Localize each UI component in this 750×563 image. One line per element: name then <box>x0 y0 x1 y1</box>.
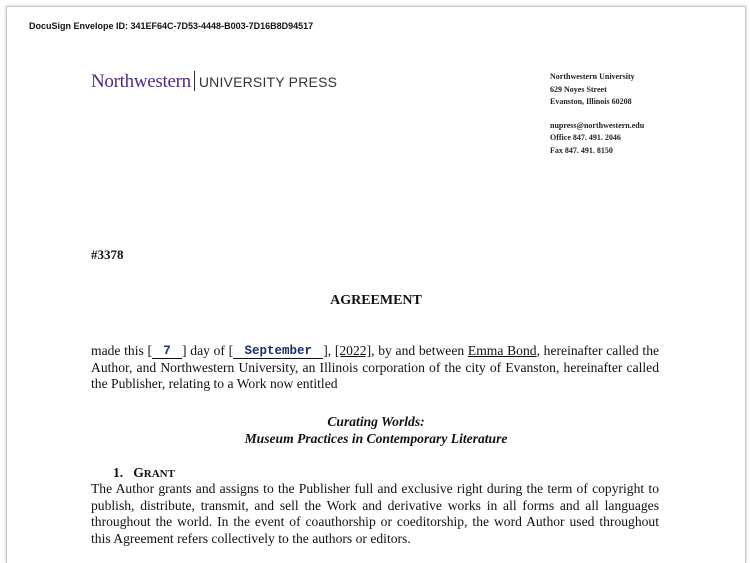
envelope-id: DocuSign Envelope ID: 341EF64C-7D53-4448-B003-7D16B8D94517 <box>29 21 314 31</box>
made-paragraph: made this [ 7 ] day of [ September ], [2022], by and between Emma Bond, hereinafter called the Author, and Northwestern University, an Illinois corporation of the city of Evanston, hereinafter called the Publisher, relating to a Work now entitled <box>91 343 660 391</box>
document-page <box>6 6 746 563</box>
section-1-text: The Author grants and assigns to the Publisher full and exclusive right during the term of copyright to publish, distribute, transmit, and sell the Work and derivative works in all forms and all languages throughout the world. In the event of coauthorship or coeditorship, the word Author used throughout this Agreement refers collectively to the authors or editors. <box>91 481 659 546</box>
address-fax: Fax 847. 491. 8150 <box>550 145 613 155</box>
press-logo <box>91 71 337 93</box>
work-title-line-1: Curating Worlds: <box>327 414 425 429</box>
press-address <box>550 71 644 157</box>
month-field[interactable]: September <box>233 345 323 359</box>
agreement-title: AGREEMENT <box>330 293 422 308</box>
day-field[interactable]: 7 <box>152 345 182 359</box>
address-line-1: Northwestern University <box>550 72 635 81</box>
logo-name: Northwestern <box>91 71 191 92</box>
work-title-line-2: Museum Practices in Contemporary Literature <box>244 431 508 446</box>
work-title <box>7 413 745 447</box>
logo-divider <box>194 71 195 91</box>
logo-press: UNIVERSITY PRESS <box>198 74 338 90</box>
address-line-3: Evanston, Illinois 60208 <box>550 97 632 106</box>
address-line-2: 629 Noyes Street <box>550 84 607 94</box>
address-email: nupress@northwestern.edu <box>550 120 645 130</box>
section-1-heading: 1. GRANT <box>113 465 175 480</box>
document-number: #3378 <box>91 247 124 262</box>
author-name: Emma Bond <box>467 343 537 358</box>
address-office: Office 847. 491. 2046 <box>550 133 621 142</box>
year-field: [2022] <box>334 343 372 358</box>
